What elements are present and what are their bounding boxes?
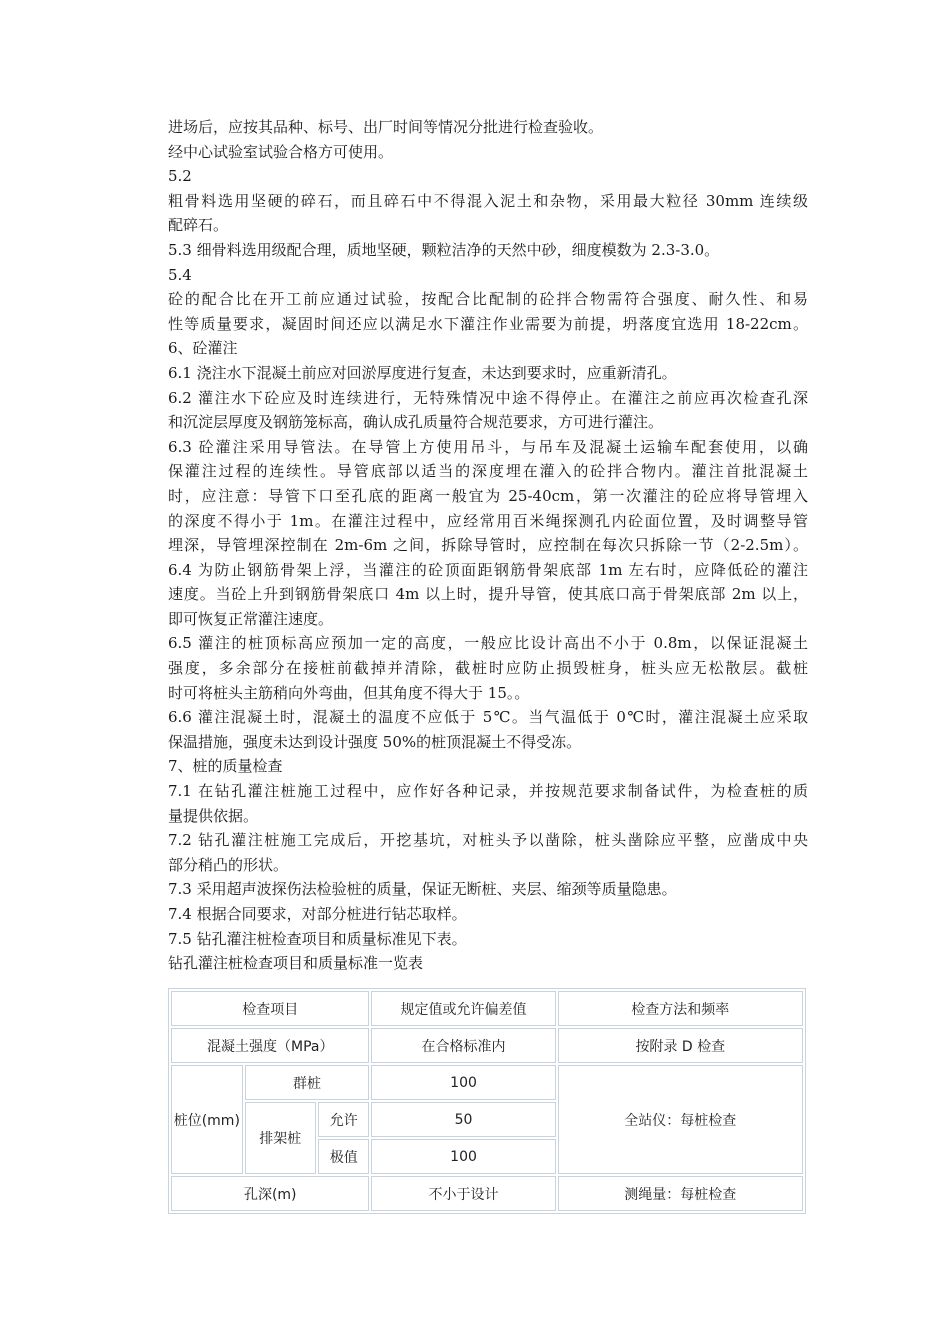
depth-value: 不小于设计 <box>371 1176 555 1211</box>
frame-pile-label: 排架桩 <box>245 1102 316 1174</box>
pile-position-method: 全站仪：每桩检查 <box>558 1065 803 1174</box>
text-line: 即可恢复正常灌注速度。 <box>168 609 334 628</box>
text-line: 部分稍凸的形状。 <box>168 855 289 874</box>
table-header-row <box>171 991 803 1026</box>
text-line: 时可将桩头主筋稍向外弯曲，但其角度不得大于 15。。 <box>168 683 530 702</box>
text-line: 7、桩的质量检查 <box>168 757 283 776</box>
header-value: 规定值或允许偏差值 <box>371 991 555 1026</box>
text-line: 速度。当砼上升到钢筋骨架底口 4m 以上时，提升导管，使其底口高于骨架底部 2m 以上， <box>168 585 808 604</box>
text-line: 5.3 细骨料选用级配合理，质地坚硬，颗粒洁净的天然中砂，细度模数为 2.3-3.0。 <box>168 240 720 259</box>
text-line: 6.1 浇注水下混凝土前应对回淤厚度进行复查，未达到要求时，应重新清孔。 <box>168 363 677 382</box>
text-line: 6.5 灌注的桩顶标高应预加一定的高度，一般应比设计高出不小于 0.8m，以保证混凝土 <box>168 634 808 653</box>
table-row <box>171 1065 803 1100</box>
depth-method: 测绳量：每桩检查 <box>558 1176 803 1211</box>
limit-value: 100 <box>371 1139 555 1174</box>
text-line: 和沉淀层厚度及钢筋笼标高，确认成孔质量符合规范要求，方可进行灌注。 <box>168 413 664 432</box>
text-line: 保温措施，强度未达到设计强度 50%的桩顶混凝土不得受冻。 <box>168 732 582 751</box>
header-method: 检查方法和频率 <box>558 991 803 1026</box>
text-line: 7.2 钻孔灌注桩施工完成后，开挖基坑，对桩头予以凿除，桩头凿除应平整，应凿成中央 <box>168 831 808 850</box>
text-line: 进场后，应按其品种、标号、出厂时间等情况分批进行检查验收。 <box>168 118 604 136</box>
text-line: 粗骨料选用坚硬的碎石，而且碎石中不得混入泥土和杂物，采用最大粒径 30mm 连续级 <box>168 191 808 210</box>
text-line: 性等质量要求，凝固时间还应以满足水下灌注作业需要为前提，坍落度宜选用 18-22cm。 <box>168 314 808 333</box>
depth-item: 孔深(m) <box>171 1176 369 1211</box>
header-item: 检查项目 <box>171 991 369 1026</box>
text-line: 6.4 为防止钢筋骨架上浮，当灌注的砼顶面距钢筋骨架底部 1m 左右时，应降低砼的灌注 <box>168 560 808 579</box>
text-line: 6.3 砼灌注采用导管法。在导管上方使用吊斗，与吊车及混凝土运输车配套使用，以确 <box>168 437 808 456</box>
limit-label: 极值 <box>318 1139 370 1174</box>
text-line: 6.2 灌注水下砼应及时连续进行，无特殊情况中途不得停止。在灌注之前应再次检查孔深 <box>168 388 808 407</box>
table-row <box>171 1176 803 1211</box>
text-line: 保灌注过程的连续性。导管底部以适当的深度埋在灌入的砼拌合物内。灌注首批混凝土 <box>168 462 808 481</box>
text-line: 5.2 <box>168 167 192 186</box>
text-line: 量提供依据。 <box>168 806 259 825</box>
text-line: 时，应注意：导管下口至孔底的距离一般宜为 25-40cm，第一次灌注的砼应将导管埋入 <box>168 486 808 505</box>
allow-label: 允许 <box>318 1102 370 1137</box>
text-line: 钻孔灌注桩检查项目和质量标准一览表 <box>168 954 424 973</box>
group-pile-value: 100 <box>371 1065 555 1100</box>
group-pile-label: 群桩 <box>245 1065 370 1100</box>
text-line: 强度，多余部分在接桩前截掉并清除，截桩时应防止损毁桩身，桩头应无松散层。截桩 <box>168 659 808 678</box>
document-body <box>168 115 808 976</box>
table-row <box>171 1028 803 1063</box>
text-line: 7.3 采用超声波探伤法检验桩的质量，保证无断桩、夹层、缩颈等质量隐患。 <box>168 880 677 899</box>
pile-position-label: 桩位(mm) <box>171 1065 243 1174</box>
text-line: 埋深，导管埋深控制在 2m-6m 之间，拆除导管时，应控制在每次只拆除一节（2-2.5m）。 <box>168 536 808 555</box>
text-line: 砼的配合比在开工前应通过试验，按配合比配制的砼拌合物需符合强度、耐久性、和易 <box>168 290 808 309</box>
text-line: 的深度不得小于 1m。在灌注过程中，应经常用百米绳探测孔内砼面位置，及时调整导管 <box>168 511 808 530</box>
allow-value: 50 <box>371 1102 555 1137</box>
text-line: 7.5 钻孔灌注桩检查项目和质量标准见下表。 <box>168 929 467 948</box>
text-line: 配碎石。 <box>168 216 229 235</box>
text-line: 7.1 在钻孔灌注桩施工过程中，应作好各种记录，并按规范要求制备试件，为检查桩的质 <box>168 782 808 801</box>
strength-item: 混凝土强度（MPa） <box>171 1028 369 1063</box>
text-line: 6.6 灌注混凝土时，混凝土的温度不应低于 5℃。当气温低于 0℃时，灌注混凝土应采取 <box>168 708 808 727</box>
quality-standard-table <box>168 988 806 1214</box>
text-line: 6、砼灌注 <box>168 339 238 358</box>
text-line: 经中心试验室试验合格方可使用。 <box>168 142 394 161</box>
strength-method: 按附录 D 检查 <box>558 1028 803 1063</box>
strength-value: 在合格标准内 <box>371 1028 555 1063</box>
text-line: 7.4 根据合同要求，对部分桩进行钻芯取样。 <box>168 905 467 923</box>
text-line: 5.4 <box>168 265 192 284</box>
